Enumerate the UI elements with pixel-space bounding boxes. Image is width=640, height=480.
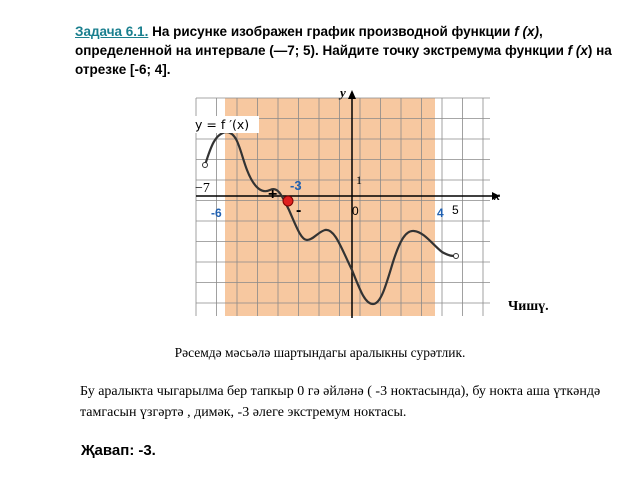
task-text-2: , определенной на интервале (—7; 5). Найдите точку экстремума функции	[75, 24, 568, 58]
explanation-text: Бу аралыкта чыгарылма бер тапкыр 0 гә әйләнә ( -3 ноктасында), бу нокта аша үткәндә тамгасын үзгәртә , димәк, -3 әлеге экстремум ноктасы.	[80, 384, 601, 420]
task-function-1: f (x)	[514, 24, 539, 39]
extremum-label: -3	[290, 178, 302, 193]
tick-zero-label: 0	[352, 204, 359, 218]
x-axis-label: x	[494, 189, 500, 203]
function-label: y = f ′(x)	[195, 117, 250, 132]
task-text-3: ) на отрезке [-6; 4].	[75, 43, 612, 77]
figure-caption: Рәсемдә мәсьәлә шартындагы аралыкны сурәтлик.	[174, 345, 466, 360]
extremum-point	[283, 196, 293, 206]
tick-one-label: 1	[356, 173, 362, 187]
task-function-2: f (x	[567, 43, 588, 58]
solution-label: Чишү.	[508, 299, 549, 314]
segment-left-label: -6	[211, 206, 222, 220]
plus-sign: +	[268, 186, 278, 203]
task-label[interactable]: Задача 6.1.	[75, 24, 149, 39]
answer-label: Җавап:	[81, 442, 135, 459]
task-text-1: На рисунке изображен график производной функции	[148, 24, 515, 39]
answer	[81, 442, 156, 459]
y-axis-arrow	[348, 90, 356, 99]
tick-minus7-label: −7	[195, 181, 210, 196]
open-endpoint-left	[203, 163, 208, 168]
open-endpoint-right	[454, 254, 459, 259]
y-axis-label: y	[340, 85, 346, 100]
answer-value: -3.	[138, 442, 156, 459]
segment-right-label: 4	[437, 206, 444, 220]
minus-sign: -	[296, 202, 302, 219]
tick-5-label: 5	[452, 203, 459, 217]
